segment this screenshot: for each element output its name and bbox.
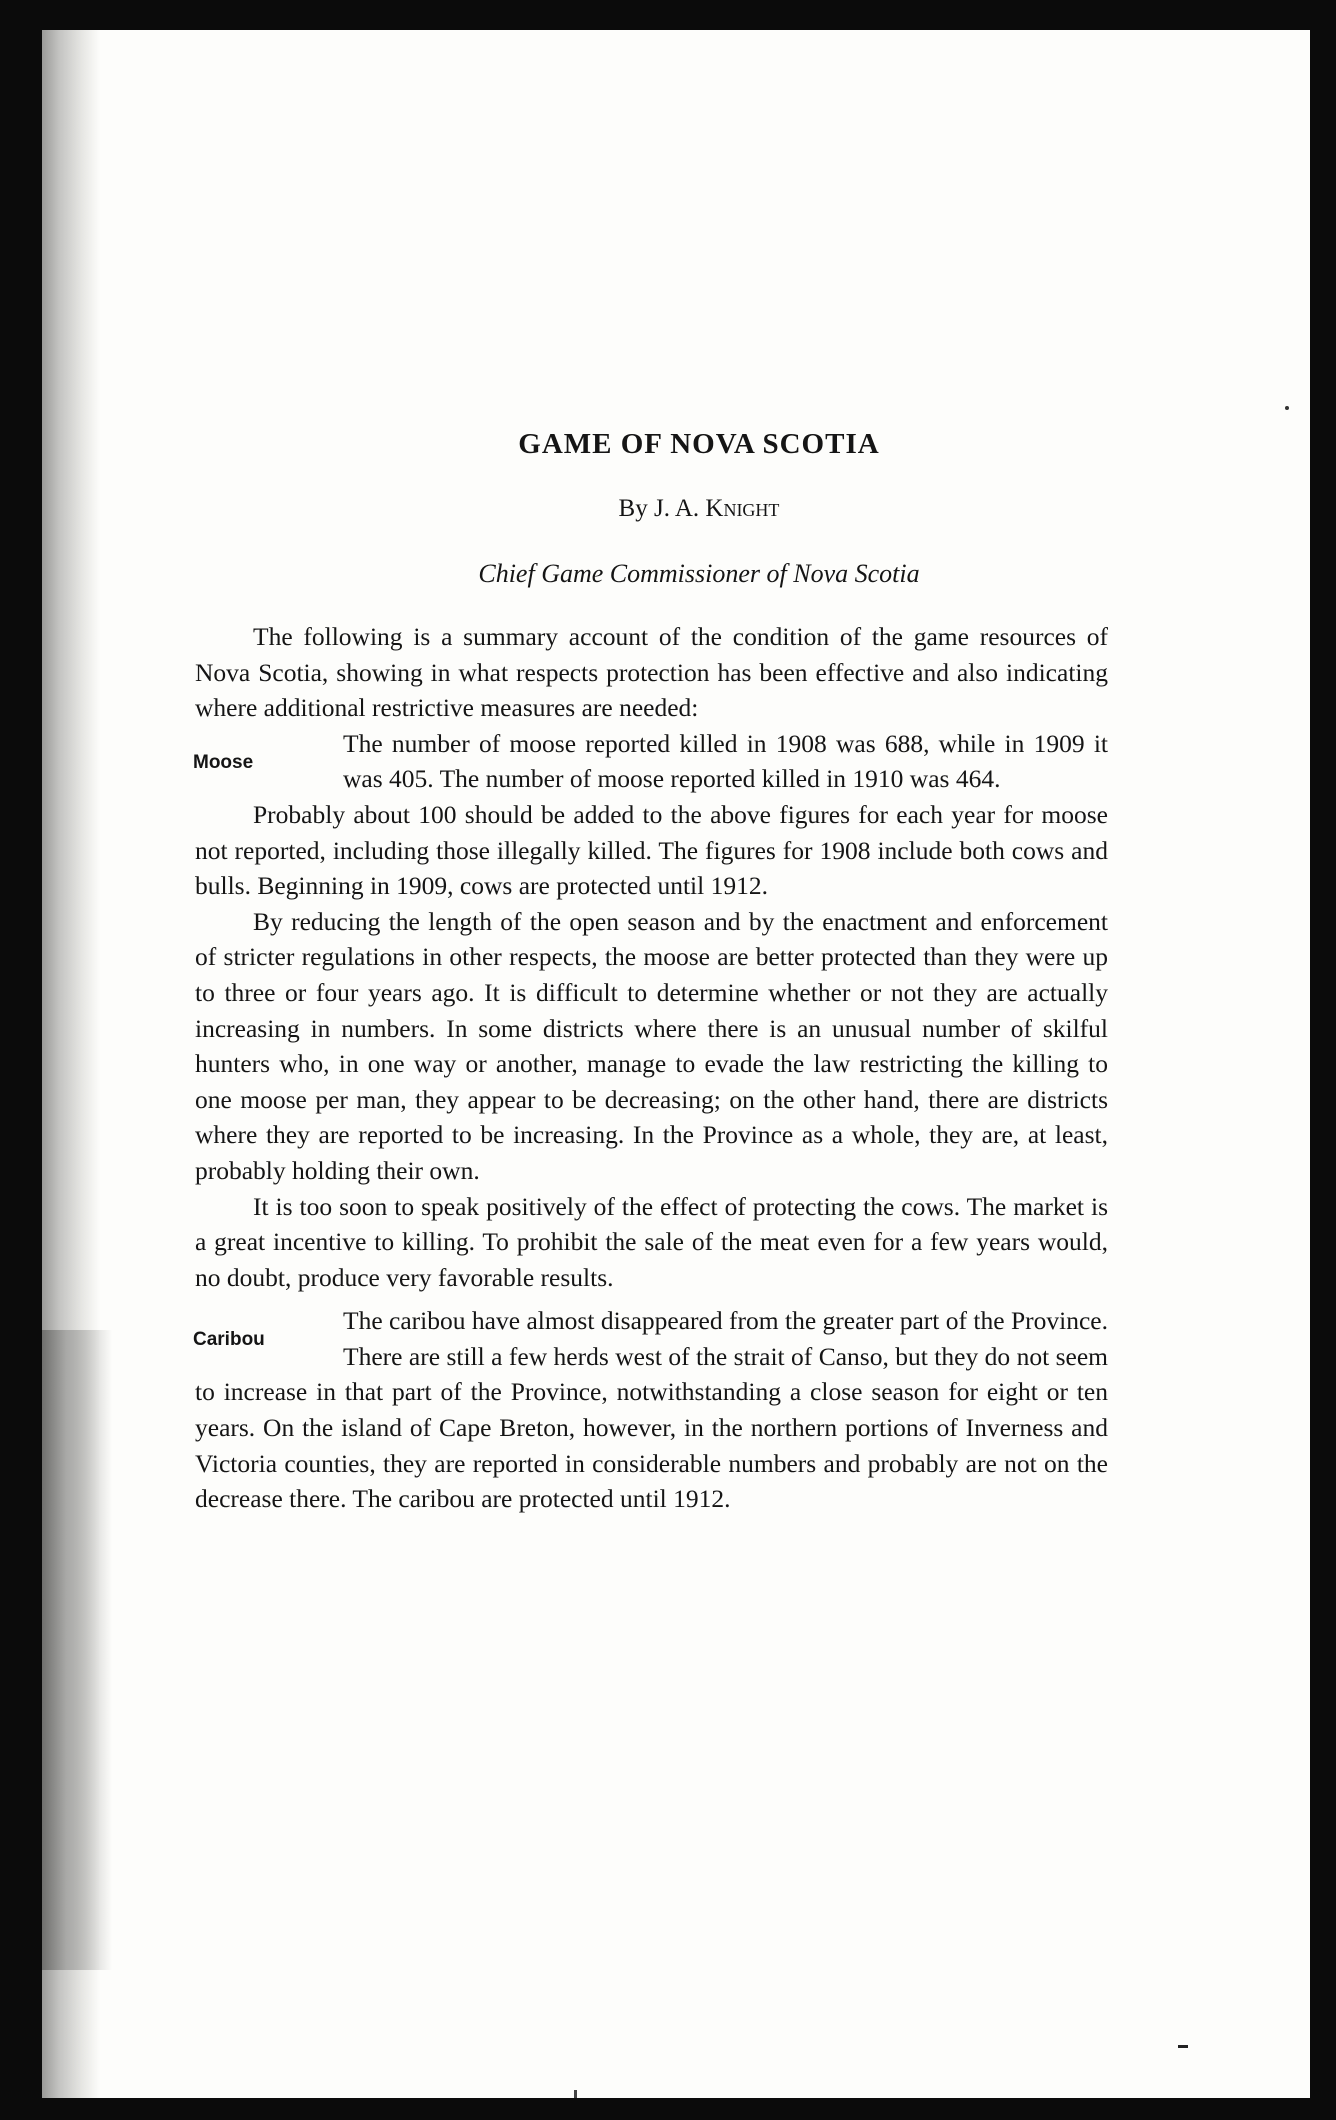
page-binding-shadow-lower bbox=[42, 1330, 112, 1970]
scan-speck bbox=[1178, 2045, 1188, 2048]
intro-paragraph: The following is a summary account of the condition of the game resources of Nova Scotia, showing in what respects protection has been effective and also indicating where additional restrictive measures are needed: bbox=[195, 622, 1108, 723]
moose-paragraph-2: Probably about 100 should be added to the above figures for each year for moose not reported, including those illegally killed. The figures for 1908 include both cows and bulls. Beginning in 1909, cows are protected until 1912. bbox=[195, 799, 1108, 901]
scan-speck bbox=[1285, 406, 1289, 410]
byline bbox=[195, 495, 1108, 523]
caribou-paragraph-1: The caribou have almost disappeared from the greater part of the Province. There are still a few herds west of the strait of Canso, but they do not seem to increase in that part of the Province, notwithstanding a close season for eight or ten years. On the island of Cape Breton, however, in the northern portions of Inverness and Victoria counties, they are reported in considerable numbers and probably are not on the decrease there. The caribou are protected until 1912. bbox=[195, 1306, 1108, 1514]
author-affiliation: Chief Game Commissioner of Nova Scotia bbox=[478, 559, 920, 588]
byline-prefix: By bbox=[618, 495, 648, 522]
sidehead-moose-box bbox=[193, 726, 343, 797]
sidehead-caribou: Caribou bbox=[193, 1329, 265, 1351]
sidehead-moose: Moose bbox=[193, 751, 254, 773]
article bbox=[195, 428, 1108, 1517]
author-name: J. A. Knight bbox=[653, 495, 780, 522]
sidehead-caribou-box bbox=[193, 1303, 343, 1374]
moose-paragraph-1: The number of moose reported killed in 1908 was 688, while in 1909 it was 405. The number of moose reported killed in 1910 was 464. bbox=[343, 728, 1108, 794]
moose-paragraph-4: It is too soon to speak positively of the effect of protecting the cows. The market is a great incentive to killing. To prohibit the sale of the meat even for a few years would, no doubt, produce very favorable results. bbox=[195, 1191, 1108, 1292]
moose-paragraph-3: By reducing the length of the open season and by the enactment and enforcement of stricter regulations in other respects, the moose are better protected than they were up to three or four years ago. It is difficult to determine whether or not they are actually increasing in numbers. In some districts where there is an unusual number of skilful hunters who, in one way or another, manage to evade the law restricting the killing to one moose per man, they appear to be decreasing; on the other hand, there are districts where they are reported to be increasing. In the Province as a whole, they are, at least, probably holding their own. bbox=[195, 906, 1108, 1185]
article-title: GAME OF NOVA SCOTIA bbox=[518, 428, 880, 460]
scan-speck bbox=[574, 2090, 577, 2098]
